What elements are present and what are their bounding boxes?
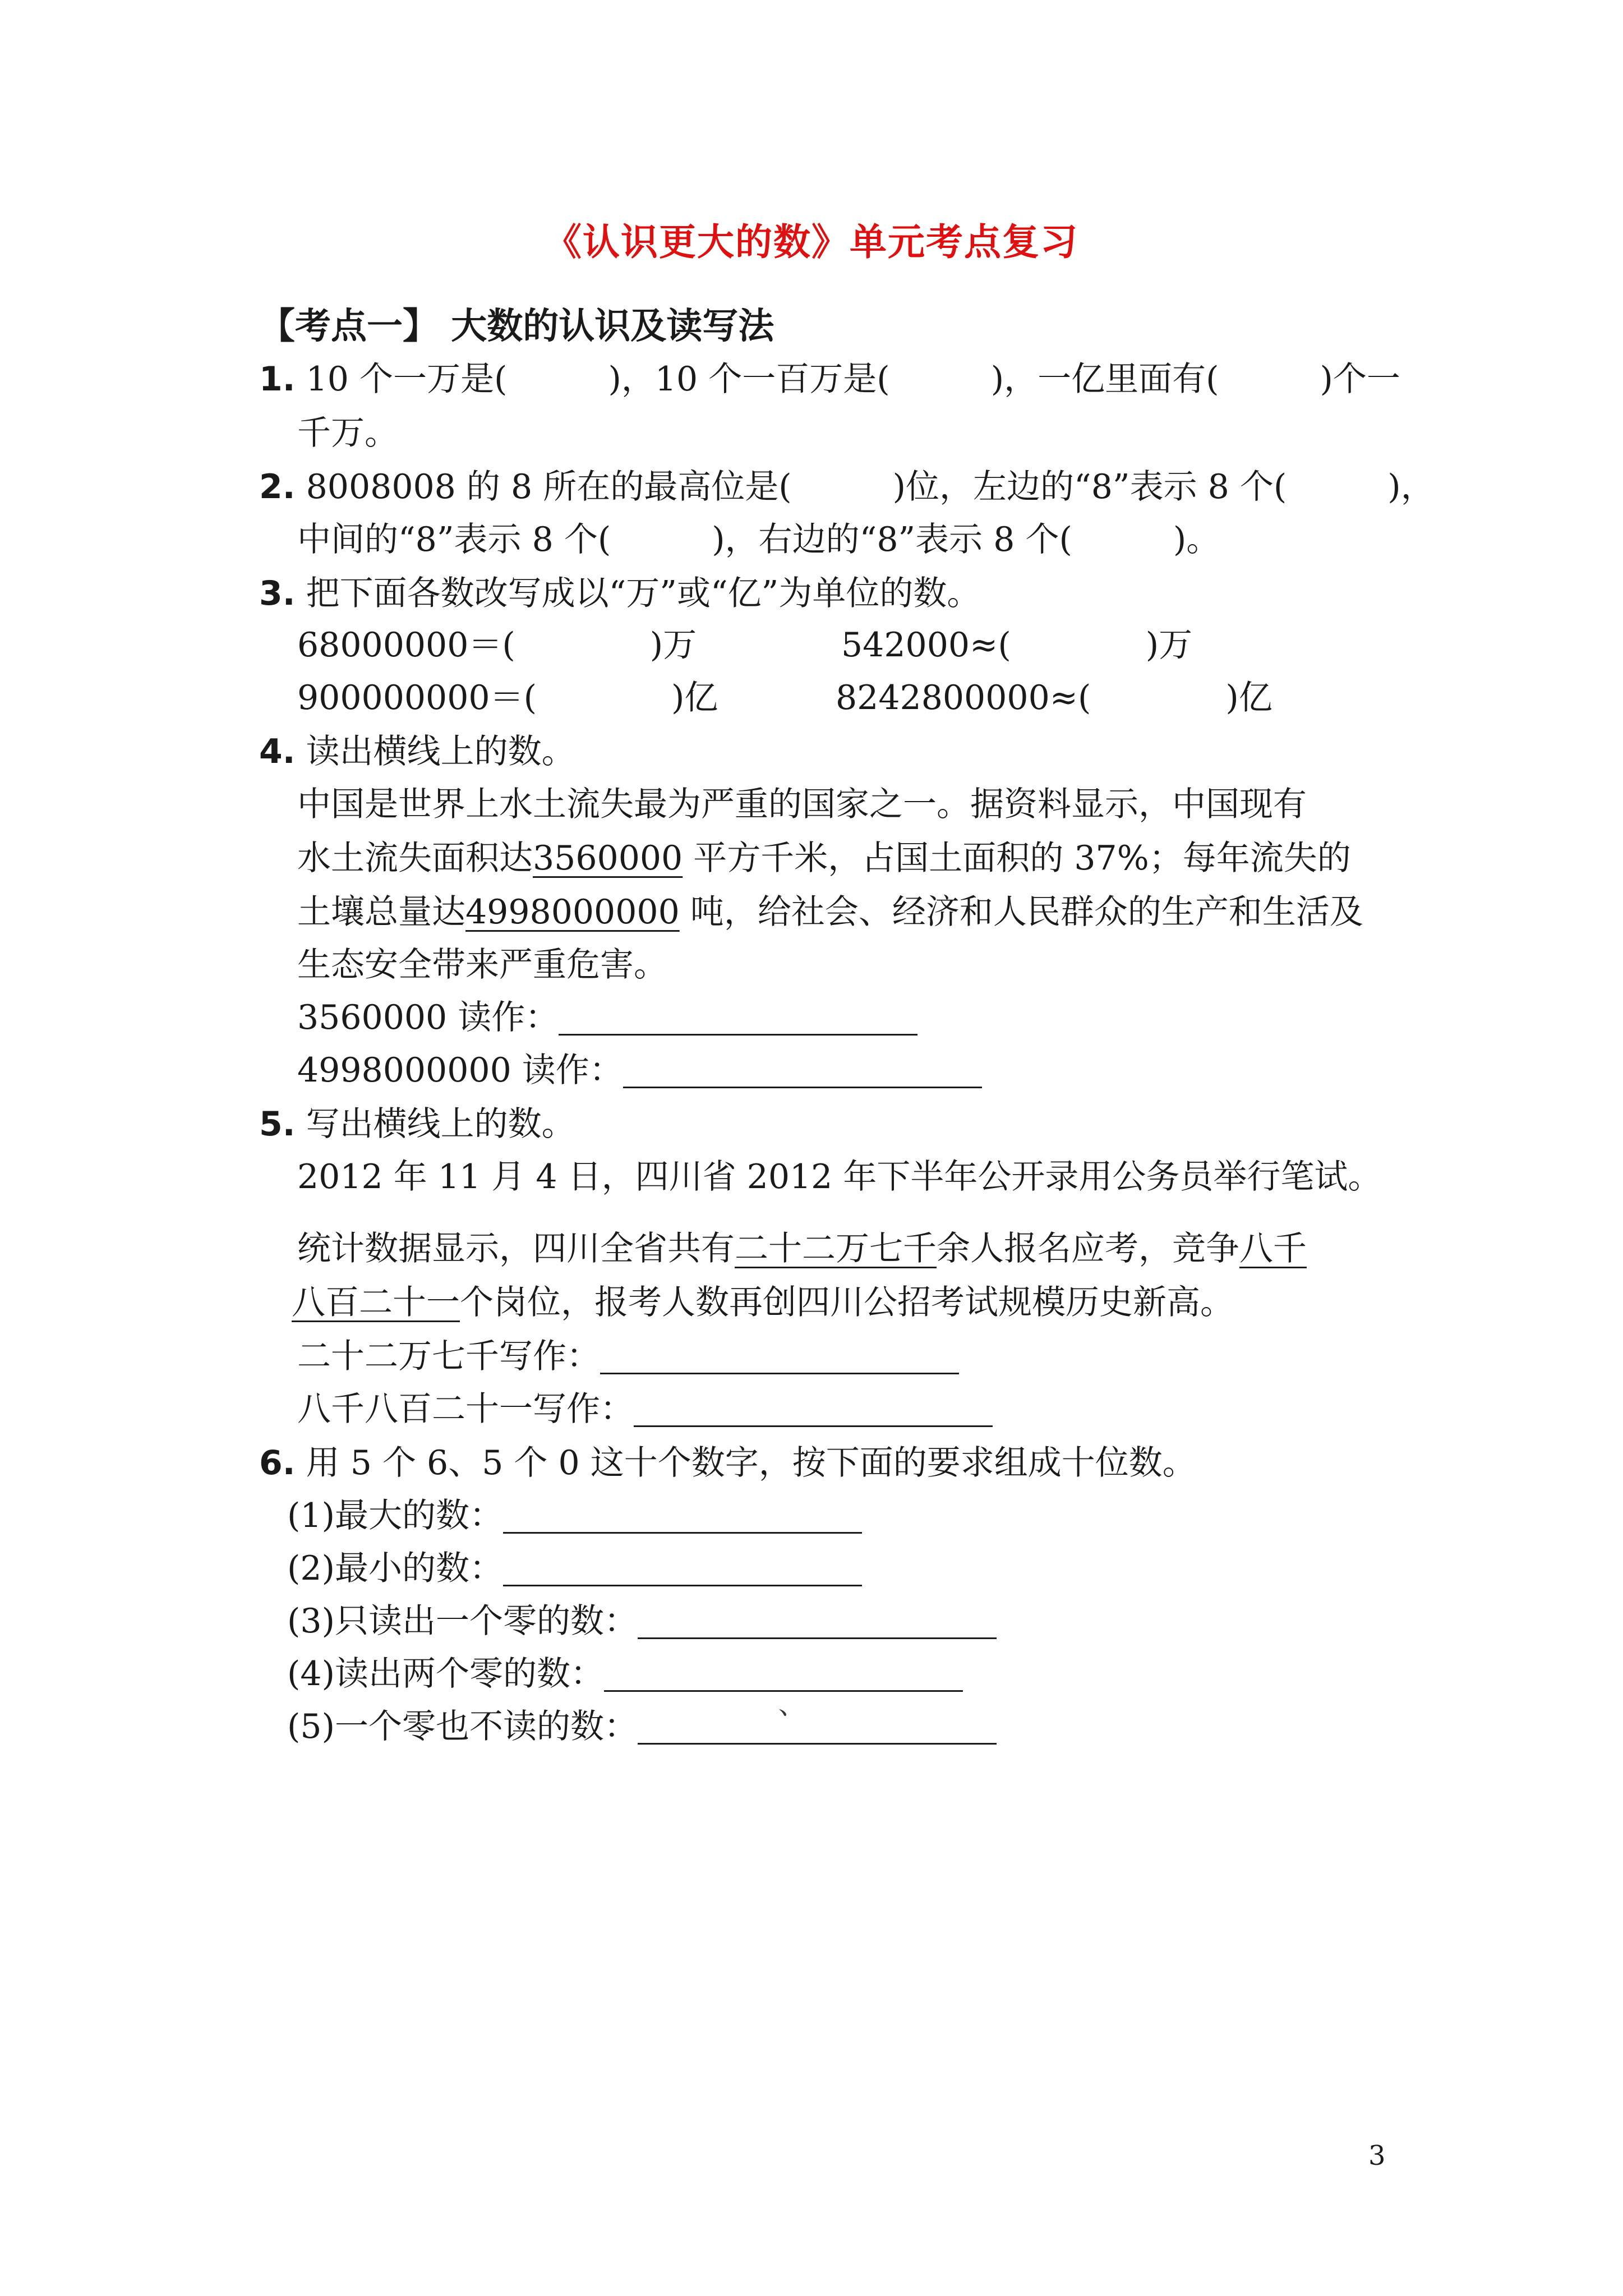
answer-row xyxy=(287,1489,862,1537)
page-number: 3 xyxy=(1368,2140,1386,2171)
underlined-number: 3560000 xyxy=(533,839,683,878)
answer-row xyxy=(287,1700,997,1748)
underlined-number: 二十二万七千 xyxy=(735,1229,937,1268)
question-2-cont: 中间的“8”表示 8 个( )，右边的“8”表示 8 个( )。 xyxy=(297,520,1220,559)
passage-text: 统计数据显示，四川全省共有 xyxy=(297,1229,735,1268)
answer-blank[interactable] xyxy=(559,1000,917,1036)
underlined-number: 八百二十一 xyxy=(292,1283,460,1322)
answer-label: 3560000 读作： xyxy=(297,998,559,1037)
question-1 xyxy=(259,352,1400,401)
passage-line xyxy=(297,1222,1307,1270)
question-number: 4. xyxy=(259,732,296,771)
answer-label: (5)一个零也不读的数： xyxy=(287,1707,638,1746)
question-text: 读出横线上的数。 xyxy=(306,732,575,771)
answer-blank[interactable] xyxy=(638,1604,997,1639)
question-text: 把下面各数改写成以“万”或“亿”为单位的数。 xyxy=(306,574,981,613)
underlined-number: 4998000000 xyxy=(465,892,680,932)
section-heading: 【考点一】 大数的认识及读写法 xyxy=(259,305,774,347)
answer-blank[interactable] xyxy=(623,1053,982,1088)
passage-line: 中国是世界上水土流失最为严重的国家之一。据资料显示，中国现有 xyxy=(297,785,1307,824)
passage-text: 吨，给社会、经济和人民群众的生产和生活及 xyxy=(679,892,1363,932)
passage-line: 2012 年 11 月 4 日，四川省 2012 年下半年公开录用公务员举行笔试。 xyxy=(297,1157,1382,1197)
conversion-a: 68000000＝( )万 xyxy=(297,625,697,665)
answer-row xyxy=(297,1382,993,1430)
conversion-d: 8242800000≈( )亿 xyxy=(836,678,1272,717)
question-3 xyxy=(259,567,980,615)
passage-line xyxy=(297,885,1363,933)
answer-blank[interactable] xyxy=(634,1392,993,1427)
answer-label: (4)读出两个零的数： xyxy=(287,1654,604,1694)
answer-label: 4998000000 读作： xyxy=(297,1051,623,1090)
question-number: 5. xyxy=(259,1105,296,1144)
question-5 xyxy=(259,1097,575,1145)
question-6 xyxy=(259,1436,1196,1484)
page-title: 《认识更大的数》单元考点复习 xyxy=(545,220,1078,264)
conversion-b: 542000≈( )万 xyxy=(841,625,1193,665)
question-number: 3. xyxy=(259,574,296,613)
answer-row xyxy=(287,1542,862,1590)
question-number: 1. xyxy=(259,360,296,399)
passage-text: 个岗位，报考人数再创四川公招考试规模历史新高。 xyxy=(460,1283,1234,1322)
answer-blank[interactable] xyxy=(503,1551,862,1586)
answer-label: 二十二万七千写作： xyxy=(297,1337,600,1376)
answer-blank[interactable] xyxy=(503,1498,862,1534)
stray-mark: 、 xyxy=(778,1689,806,1720)
answer-blank[interactable] xyxy=(600,1339,959,1374)
question-text: 用 5 个 6、5 个 0 这十个数字，按下面的要求组成十位数。 xyxy=(306,1443,1196,1483)
question-2 xyxy=(259,460,1435,508)
passage-line: 生态安全带来严重危害。 xyxy=(297,945,667,984)
answer-label: (1)最大的数： xyxy=(287,1496,503,1535)
answer-row xyxy=(287,1647,963,1695)
question-text: 写出横线上的数。 xyxy=(306,1105,575,1144)
passage-text: 平方千米，占国土面积的 37%；每年流失的 xyxy=(683,839,1351,878)
passage-line xyxy=(292,1276,1234,1324)
answer-label: 八千八百二十一写作： xyxy=(297,1389,634,1429)
question-number: 6. xyxy=(259,1443,296,1483)
passage-text: 水土流失面积达 xyxy=(297,839,533,878)
question-text: 8008008 的 8 所在的最高位是( )位，左边的“8”表示 8 个( )， xyxy=(306,467,1435,507)
question-4 xyxy=(259,725,575,773)
question-text: 10 个一万是( )，10 个一百万是( )，一亿里面有( )个一 xyxy=(306,360,1400,399)
answer-row xyxy=(287,1594,997,1642)
answer-blank[interactable] xyxy=(638,1709,997,1745)
passage-text: 土壤总量达 xyxy=(297,892,465,932)
answer-row xyxy=(297,1329,959,1378)
conversion-c: 900000000＝( )亿 xyxy=(297,678,718,717)
question-1-cont: 千万。 xyxy=(297,413,398,453)
answer-label: (2)最小的数： xyxy=(287,1549,503,1588)
passage-line xyxy=(297,831,1351,880)
underlined-number: 八千 xyxy=(1239,1229,1307,1268)
passage-text: 余人报名应考，竞争 xyxy=(937,1229,1239,1268)
question-number: 2. xyxy=(259,467,296,507)
answer-row xyxy=(297,991,917,1039)
answer-row xyxy=(297,1043,982,1092)
answer-label: (3)只读出一个零的数： xyxy=(287,1602,638,1641)
